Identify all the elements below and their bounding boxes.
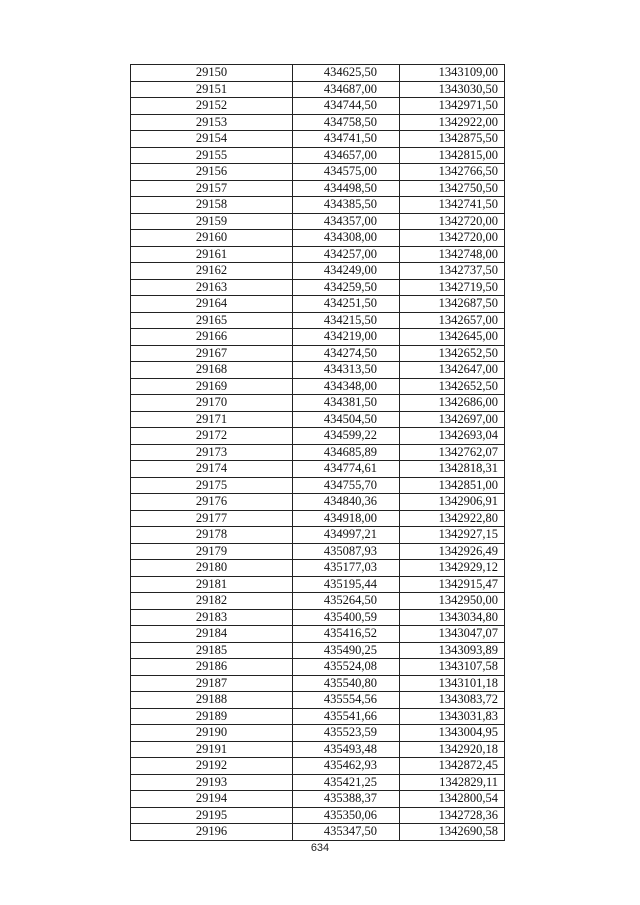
table-row: [131, 395, 505, 412]
point-number-cell: 29154: [131, 131, 293, 148]
y-coordinate-cell: 1342697,00: [400, 411, 505, 428]
table-row: [131, 560, 505, 577]
table-row: [131, 329, 505, 346]
point-number-cell: 29194: [131, 791, 293, 808]
x-coordinate-cell: 434918,00: [293, 510, 400, 527]
point-number-cell: 29181: [131, 576, 293, 593]
y-coordinate-cell: 1343109,00: [400, 65, 505, 82]
point-number-cell: 29192: [131, 758, 293, 775]
table-row: [131, 461, 505, 478]
point-number-cell: 29178: [131, 527, 293, 544]
y-coordinate-cell: 1342950,00: [400, 593, 505, 610]
y-coordinate-cell: 1342818,31: [400, 461, 505, 478]
table-row: [131, 345, 505, 362]
x-coordinate-cell: 434744,50: [293, 98, 400, 115]
point-number-cell: 29164: [131, 296, 293, 313]
point-number-cell: 29151: [131, 81, 293, 98]
x-coordinate-cell: 434741,50: [293, 131, 400, 148]
table-row: [131, 296, 505, 313]
y-coordinate-cell: 1342720,00: [400, 213, 505, 230]
x-coordinate-cell: 434219,00: [293, 329, 400, 346]
y-coordinate-cell: 1343031,83: [400, 708, 505, 725]
point-number-cell: 29163: [131, 279, 293, 296]
table-row: [131, 362, 505, 379]
table-row: [131, 758, 505, 775]
y-coordinate-cell: 1342687,50: [400, 296, 505, 313]
table-row: [131, 197, 505, 214]
table-row: [131, 98, 505, 115]
point-number-cell: 29176: [131, 494, 293, 511]
y-coordinate-cell: 1342728,36: [400, 807, 505, 824]
x-coordinate-cell: 434755,70: [293, 477, 400, 494]
x-coordinate-cell: 435350,06: [293, 807, 400, 824]
table-row: [131, 510, 505, 527]
point-number-cell: 29188: [131, 692, 293, 709]
point-number-cell: 29187: [131, 675, 293, 692]
x-coordinate-cell: 435554,56: [293, 692, 400, 709]
y-coordinate-cell: 1342657,00: [400, 312, 505, 329]
table-row: [131, 246, 505, 263]
y-coordinate-cell: 1342750,50: [400, 180, 505, 197]
point-number-cell: 29175: [131, 477, 293, 494]
x-coordinate-cell: 435462,93: [293, 758, 400, 775]
x-coordinate-cell: 435490,25: [293, 642, 400, 659]
x-coordinate-cell: 435493,48: [293, 741, 400, 758]
point-number-cell: 29162: [131, 263, 293, 280]
y-coordinate-cell: 1342737,50: [400, 263, 505, 280]
y-coordinate-cell: 1343093,89: [400, 642, 505, 659]
table-row: [131, 708, 505, 725]
table-row: [131, 791, 505, 808]
point-number-cell: 29189: [131, 708, 293, 725]
point-number-cell: 29159: [131, 213, 293, 230]
y-coordinate-cell: 1342922,80: [400, 510, 505, 527]
x-coordinate-cell: 434259,50: [293, 279, 400, 296]
table-row: [131, 807, 505, 824]
x-coordinate-cell: 435421,25: [293, 774, 400, 791]
point-number-cell: 29158: [131, 197, 293, 214]
x-coordinate-cell: 434774,61: [293, 461, 400, 478]
table-row: [131, 741, 505, 758]
table-row: [131, 411, 505, 428]
point-number-cell: 29180: [131, 560, 293, 577]
table-row: [131, 65, 505, 82]
x-coordinate-cell: 435400,59: [293, 609, 400, 626]
table-row: [131, 312, 505, 329]
point-number-cell: 29179: [131, 543, 293, 560]
x-coordinate-cell: 435523,59: [293, 725, 400, 742]
y-coordinate-cell: 1342815,00: [400, 147, 505, 164]
y-coordinate-cell: 1343101,18: [400, 675, 505, 692]
y-coordinate-cell: 1342920,18: [400, 741, 505, 758]
point-number-cell: 29184: [131, 626, 293, 643]
table-row: [131, 675, 505, 692]
point-number-cell: 29191: [131, 741, 293, 758]
y-coordinate-cell: 1342690,58: [400, 824, 505, 841]
y-coordinate-cell: 1342875,50: [400, 131, 505, 148]
x-coordinate-cell: 434687,00: [293, 81, 400, 98]
point-number-cell: 29155: [131, 147, 293, 164]
y-coordinate-cell: 1342719,50: [400, 279, 505, 296]
table-row: [131, 543, 505, 560]
x-coordinate-cell: 434657,00: [293, 147, 400, 164]
x-coordinate-cell: 435416,52: [293, 626, 400, 643]
x-coordinate-cell: 434308,00: [293, 230, 400, 247]
table-row: [131, 774, 505, 791]
point-number-cell: 29182: [131, 593, 293, 610]
point-number-cell: 29174: [131, 461, 293, 478]
x-coordinate-cell: 435195,44: [293, 576, 400, 593]
table-row: [131, 230, 505, 247]
y-coordinate-cell: 1342929,12: [400, 560, 505, 577]
table-row: [131, 180, 505, 197]
table-row: [131, 378, 505, 395]
x-coordinate-cell: 435524,08: [293, 659, 400, 676]
point-number-cell: 29165: [131, 312, 293, 329]
y-coordinate-cell: 1342971,50: [400, 98, 505, 115]
y-coordinate-cell: 1342686,00: [400, 395, 505, 412]
table-row: [131, 494, 505, 511]
point-number-cell: 29150: [131, 65, 293, 82]
y-coordinate-cell: 1342652,50: [400, 345, 505, 362]
y-coordinate-cell: 1342693,04: [400, 428, 505, 445]
x-coordinate-cell: 434215,50: [293, 312, 400, 329]
page-number: 634: [310, 842, 330, 854]
y-coordinate-cell: 1342741,50: [400, 197, 505, 214]
x-coordinate-cell: 434348,00: [293, 378, 400, 395]
x-coordinate-cell: 434840,36: [293, 494, 400, 511]
point-number-cell: 29172: [131, 428, 293, 445]
point-number-cell: 29157: [131, 180, 293, 197]
y-coordinate-cell: 1342906,91: [400, 494, 505, 511]
table-row: [131, 279, 505, 296]
y-coordinate-cell: 1343047,07: [400, 626, 505, 643]
table-row: [131, 263, 505, 280]
table-row: [131, 81, 505, 98]
table-row: [131, 609, 505, 626]
table-row: [131, 659, 505, 676]
point-number-cell: 29169: [131, 378, 293, 395]
x-coordinate-cell: 434498,50: [293, 180, 400, 197]
x-coordinate-cell: 434357,00: [293, 213, 400, 230]
table-row: [131, 114, 505, 131]
x-coordinate-cell: 434313,50: [293, 362, 400, 379]
y-coordinate-cell: 1343083,72: [400, 692, 505, 709]
x-coordinate-cell: 435177,03: [293, 560, 400, 577]
table-row: [131, 626, 505, 643]
point-number-cell: 29190: [131, 725, 293, 742]
table-row: [131, 593, 505, 610]
point-number-cell: 29173: [131, 444, 293, 461]
point-number-cell: 29168: [131, 362, 293, 379]
point-number-cell: 29160: [131, 230, 293, 247]
table-row: [131, 527, 505, 544]
x-coordinate-cell: 434575,00: [293, 164, 400, 181]
y-coordinate-cell: 1342851,00: [400, 477, 505, 494]
table-row: [131, 164, 505, 181]
y-coordinate-cell: 1342766,50: [400, 164, 505, 181]
x-coordinate-cell: 435347,50: [293, 824, 400, 841]
table-row: [131, 147, 505, 164]
x-coordinate-cell: 434685,89: [293, 444, 400, 461]
point-number-cell: 29170: [131, 395, 293, 412]
table-row: [131, 725, 505, 742]
y-coordinate-cell: 1343004,95: [400, 725, 505, 742]
point-number-cell: 29152: [131, 98, 293, 115]
table-row: [131, 642, 505, 659]
x-coordinate-cell: 434997,21: [293, 527, 400, 544]
x-coordinate-cell: 435541,66: [293, 708, 400, 725]
point-number-cell: 29195: [131, 807, 293, 824]
point-number-cell: 29166: [131, 329, 293, 346]
table-row: [131, 213, 505, 230]
point-number-cell: 29153: [131, 114, 293, 131]
x-coordinate-cell: 434758,50: [293, 114, 400, 131]
x-coordinate-cell: 435087,93: [293, 543, 400, 560]
y-coordinate-cell: 1342647,00: [400, 362, 505, 379]
y-coordinate-cell: 1343030,50: [400, 81, 505, 98]
point-number-cell: 29186: [131, 659, 293, 676]
table-row: [131, 824, 505, 841]
point-number-cell: 29171: [131, 411, 293, 428]
x-coordinate-cell: 435540,80: [293, 675, 400, 692]
point-number-cell: 29177: [131, 510, 293, 527]
x-coordinate-cell: 434274,50: [293, 345, 400, 362]
table-row: [131, 444, 505, 461]
table-row: [131, 428, 505, 445]
y-coordinate-cell: 1342762,07: [400, 444, 505, 461]
x-coordinate-cell: 435264,50: [293, 593, 400, 610]
y-coordinate-cell: 1342645,00: [400, 329, 505, 346]
table-row: [131, 477, 505, 494]
y-coordinate-cell: 1342829,11: [400, 774, 505, 791]
x-coordinate-cell: 434257,00: [293, 246, 400, 263]
y-coordinate-cell: 1342800,54: [400, 791, 505, 808]
x-coordinate-cell: 434625,50: [293, 65, 400, 82]
y-coordinate-cell: 1342922,00: [400, 114, 505, 131]
table-row: [131, 692, 505, 709]
y-coordinate-cell: 1342915,47: [400, 576, 505, 593]
x-coordinate-cell: 434251,50: [293, 296, 400, 313]
x-coordinate-cell: 434504,50: [293, 411, 400, 428]
x-coordinate-cell: 434381,50: [293, 395, 400, 412]
y-coordinate-cell: 1342652,50: [400, 378, 505, 395]
y-coordinate-cell: 1342720,00: [400, 230, 505, 247]
y-coordinate-cell: 1343107,58: [400, 659, 505, 676]
point-number-cell: 29161: [131, 246, 293, 263]
point-number-cell: 29156: [131, 164, 293, 181]
point-number-cell: 29167: [131, 345, 293, 362]
point-number-cell: 29196: [131, 824, 293, 841]
y-coordinate-cell: 1343034,80: [400, 609, 505, 626]
y-coordinate-cell: 1342748,00: [400, 246, 505, 263]
point-number-cell: 29185: [131, 642, 293, 659]
coordinates-table-body: [131, 65, 505, 841]
table-row: [131, 131, 505, 148]
y-coordinate-cell: 1342926,49: [400, 543, 505, 560]
x-coordinate-cell: 435388,37: [293, 791, 400, 808]
x-coordinate-cell: 434385,50: [293, 197, 400, 214]
y-coordinate-cell: 1342927,15: [400, 527, 505, 544]
point-number-cell: 29193: [131, 774, 293, 791]
coordinates-table: [130, 64, 505, 841]
y-coordinate-cell: 1342872,45: [400, 758, 505, 775]
x-coordinate-cell: 434249,00: [293, 263, 400, 280]
x-coordinate-cell: 434599,22: [293, 428, 400, 445]
table-row: [131, 576, 505, 593]
point-number-cell: 29183: [131, 609, 293, 626]
